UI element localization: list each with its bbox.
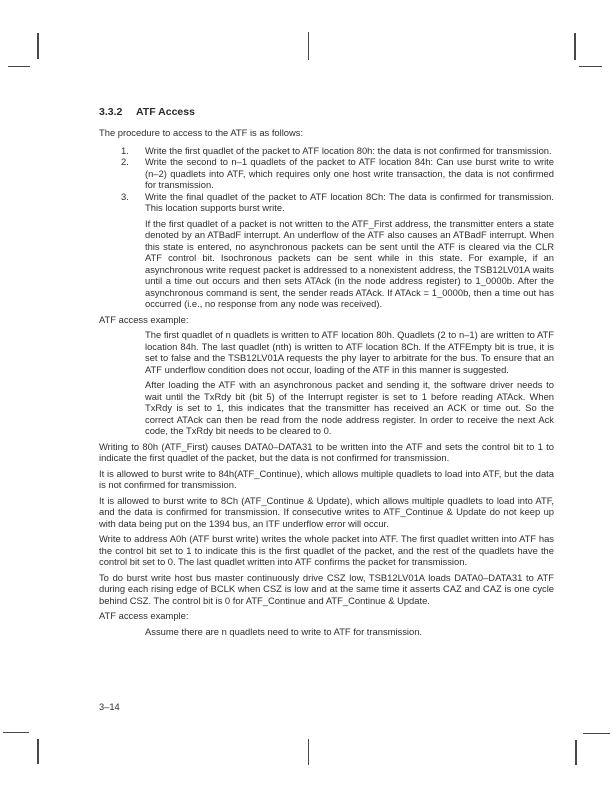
list-item-number: 2.: [121, 156, 129, 167]
example-paragraph: Assume there are n quadlets need to write to ATF for transmission.: [145, 625, 423, 637]
section-heading: [99, 106, 554, 118]
crop-mark-top-left-vertical: [37, 33, 39, 59]
list-item-text: Write the second to n–1 quadlets of the packet to ATF location 84h: Can use burst write to write (n–2) quadlets into ATF, which requires only one host write transaction, the data is not confirmed for transmission.: [145, 156, 554, 190]
list-item: [99, 145, 554, 157]
body-paragraph: To do burst write host bus master continuously drive CSZ low, TSB12LV01A loads DATA0–DATA31 to ATF during each rising edge of BCLK when CSZ is low and at the same time it asserts CAZ and CAZ is one cycle behind CSZ. The control bit is 0 for ATF_Continue and ATF_Continue & Update.: [99, 571, 554, 606]
list-item-number: 1.: [121, 144, 129, 156]
crop-mark-top-right-vertical: [574, 33, 576, 60]
crop-mark-top-center-vertical: [308, 32, 310, 60]
crop-mark-bottom-center-vertical: [308, 739, 310, 765]
intro-paragraph: The procedure to access to the ATF is as follows:: [99, 127, 304, 138]
page-number: 3–14: [99, 702, 120, 712]
crop-mark-bottom-left-vertical: [37, 739, 39, 764]
section-number: 3.3.2: [99, 106, 123, 118]
body-paragraph: It is allowed to burst write to 8Ch (ATF_Continue & Update), which allows multiple quadlets to load into ATF, and the data is confirmed for transmission. If consecutive writes to ATF_Continue & Update do not keep up with data being put on the 1394 bus, an ITF underflow error will occur.: [99, 494, 554, 529]
note-paragraph: If the first quadlet of a packet is not written to the ATF_First address, the transmitter enters a state denoted by an ATBadF interrupt. An underflow of the ATF also causes an ATBadF interrupt. When this state is entered, no asynchronous packets can be sent until the ATF is cleared via the CLR ATF control bit. Isochronous packets can be sent while in this state. For example, if an asynchronous write request packet is addressed to a nonexistent address, the TSB12LV01A waits until a time out occurs and then sets ATAck (in the node address register) to 1_0000b. After the asynchronous command is sent, the sender reads ATAck. If ATAck = 1_0000b, then a time out has occurred (i.e., no response from any node was received).: [145, 217, 554, 309]
list-item: [99, 191, 554, 214]
list-item-text: Write the first quadlet of the packet to ATF location 80h: the data is not confirmed for transmission.: [145, 144, 552, 156]
body-paragraph: It is allowed to burst write to 84h(ATF_Continue), which allows multiple quadlets to load into ATF, but the data is not confirmed for transmission.: [99, 467, 554, 490]
crop-mark-top-right-horizontal: [579, 66, 602, 68]
list-item-text: Write the final quadlet of the packet to ATF location 8Ch: The data is confirmed for transmission. This location supports burst write.: [145, 190, 554, 213]
list-item-number: 3.: [121, 190, 129, 202]
body-paragraph: Write to address A0h (ATF burst write) writes the whole packet into ATF. The first quadlet written into ATF has the control bit set to 1 to indicate this is the first quadlet of the packet, and the rest of the quadlets have the control bit set to 0. The last quadlet written into ATF confirms the packet for transmission.: [99, 533, 554, 567]
example-label: ATF access example:: [99, 610, 189, 621]
crop-mark-bottom-right-horizontal: [583, 733, 610, 735]
procedure-list: [99, 145, 554, 214]
example-label: ATF access example:: [99, 313, 189, 325]
list-item: [99, 156, 554, 191]
example-paragraph: The first quadlet of n quadlets is written to ATF location 80h. Quadlets (2 to n–1) are written to ATF location 84h. The last quadlet (nth) is written to ATF location 8Ch. If the ATFEmpty bit is true, it is set to false and the TSB12LV01A requests the phy layer to arbitrate for the bus. To ensure that an ATF underflow condition does not occur, loading of the ATF in this manner is suggested.: [145, 329, 554, 375]
body-paragraph: Writing to 80h (ATF_First) causes DATA0–DATA31 to be written into the ATF and sets the control bit to 1 to indicate the first quadlet of the packet, but the data is not confirmed for transmission.: [99, 440, 554, 463]
crop-mark-bottom-right-vertical: [575, 740, 577, 765]
crop-mark-bottom-left-horizontal: [3, 732, 29, 734]
page-body: [99, 106, 554, 641]
crop-mark-top-left-horizontal: [8, 66, 30, 68]
example-paragraph: After loading the ATF with an asynchronous packet and sending it, the software driver needs to wait until the TxRdy bit (bit 5) of the Interrupt register is set to 1 before reading ATAck. When TxRdy is set to 1, this indicates that the transmitter has received an ACK or time out. So the correct ATAck can then be read from the node address register. In order to receive the next Ack code, the TxRdy bit needs to be cleared to 0.: [145, 379, 554, 436]
section-title: ATF Access: [136, 106, 195, 118]
